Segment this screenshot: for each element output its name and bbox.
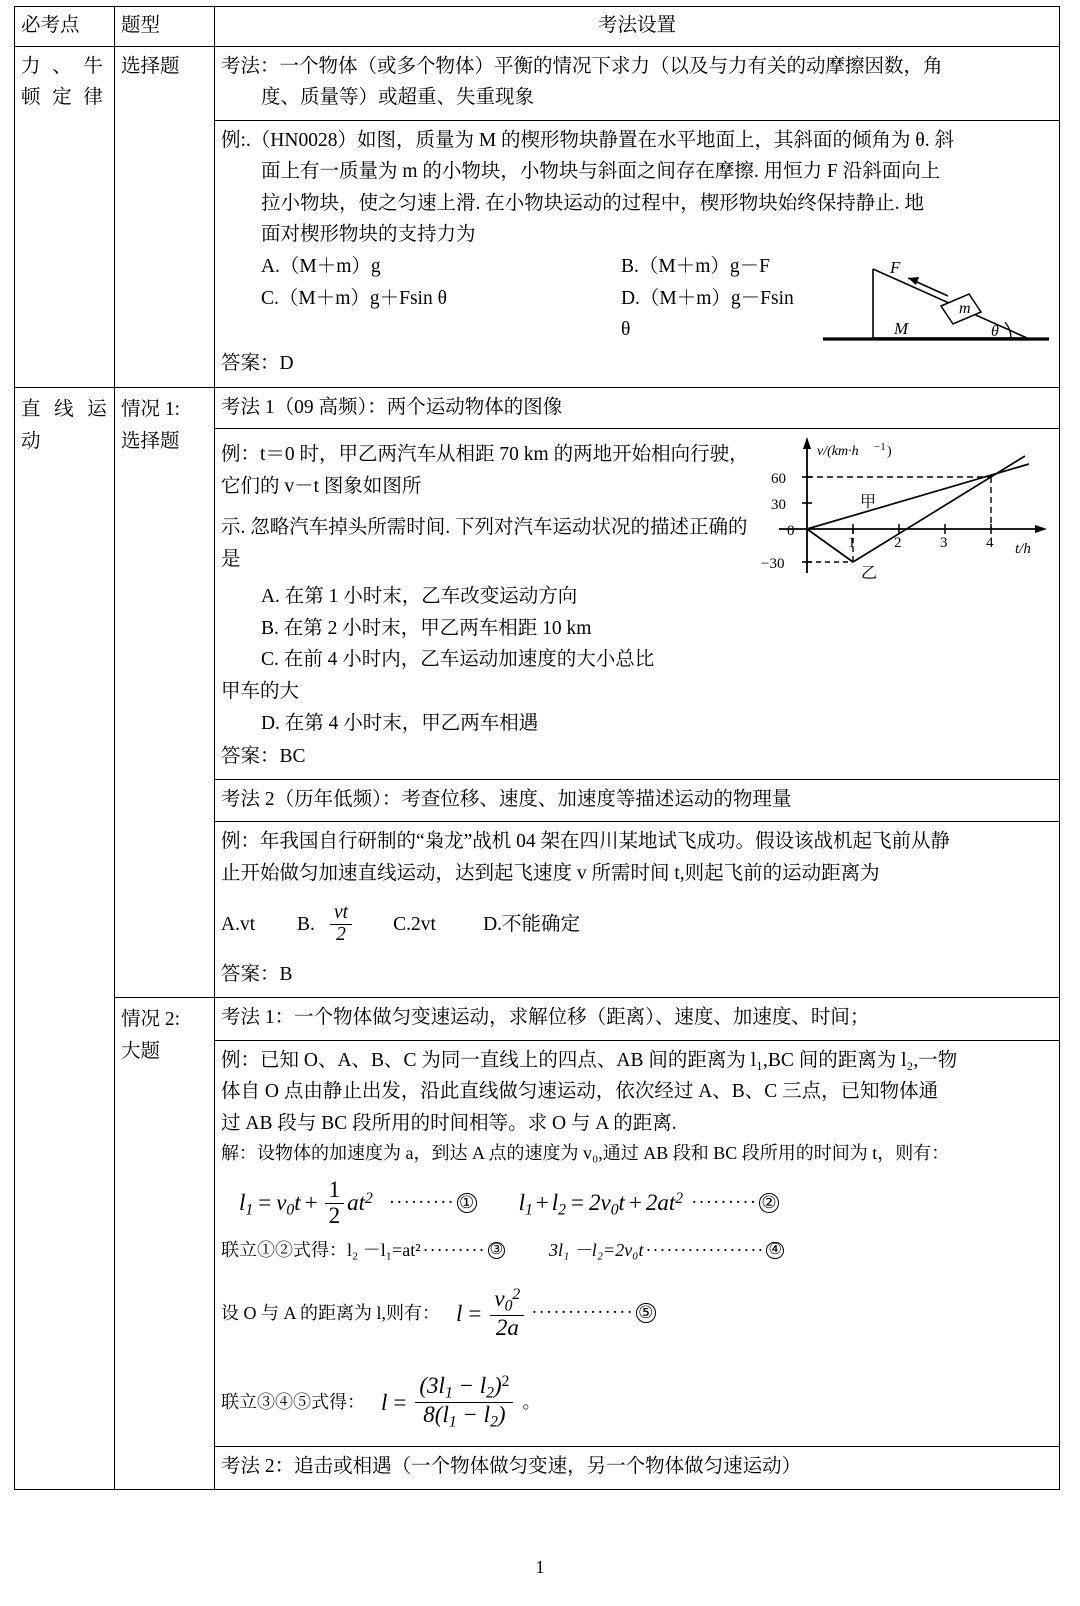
equation-row-3 [221,1287,1053,1340]
svg-text:3: 3 [940,534,948,551]
eq3-text: 联立①②式得：l₂ －l₁=at² [221,1239,421,1260]
s2-kaofa1-example-block [215,1040,1059,1447]
kaofa1-option-D: D. 在第 4 小时末，甲乙两车相遇 [260,712,539,734]
eq1-number: ① [457,1193,477,1213]
cell-type-situation-2 [115,997,215,1489]
s2-example-line-1: 例：已知 O、A、B、C 为同一直线上的四点、AB 间的距离为 l₁,BC 间的距离为 l₂,一物 [221,1049,958,1071]
s2-example-line-3: 过 AB 段与 BC 段所用的时间相等。求 O 与 A 的距离. [221,1112,677,1134]
s2-kaofa2-heading-cell [215,1447,1059,1489]
example-line-4: 面对楔形物块的支持力为 [260,224,476,246]
cell-method-situation-1 [215,388,1060,998]
equation-row-1 [221,1178,1053,1227]
svg-text:−1: −1 [874,440,886,453]
cell-type-choice [115,46,215,388]
table-row [15,46,1060,388]
options-row-2 [221,283,805,346]
method-subtable-situation-1 [215,388,1059,997]
option-D: D.（M＋m）g－Fsin θ [620,287,794,341]
kaofa1-option-B: B. 在第 2 小时末，甲乙两车相距 10 km [260,617,592,639]
eq2-plus: + [535,1190,549,1216]
header-label-topic: 必考点 [21,15,80,36]
svg-text:2: 2 [894,534,902,551]
eq1-equals: = [258,1190,272,1216]
svg-text:): ) [887,443,892,459]
svg-text:θ: θ [991,323,999,341]
svg-text:4: 4 [986,534,994,551]
example-block [215,120,1059,387]
eq3-number: ③ [488,1242,505,1259]
eq6-lhs: l [381,1389,388,1415]
kaofa2-option-D: D.不能确定 [483,913,581,935]
knowledge-table [14,6,1060,1490]
equation-row-2 [221,1236,1053,1265]
method-subtable-force [215,47,1059,388]
options-row-1 [221,251,805,283]
eq1-half-fraction [325,1178,345,1227]
eq2-plus2: + [628,1190,642,1216]
svg-text:30: 30 [771,496,786,513]
eq5-fraction [490,1287,524,1340]
svg-text:1: 1 [848,534,856,551]
kaofa2-example-cell [215,822,1059,997]
s2-kaofa1-heading: 考法 1：一个物体做匀变速运动，求解位移（距离）、速度、加速度、时间； [221,1006,870,1028]
eq1-denominator: 2 [325,1203,345,1228]
equation-row-4 [221,1374,1053,1431]
kaofa-text-cell [215,47,1059,121]
eq1-at2: $at^2$ [347,1190,373,1216]
eq4-number: ④ [766,1242,783,1259]
svg-text:甲: 甲 [860,493,877,511]
header-label-type: 题型 [121,15,161,36]
situation-2-line-2: 大题 [121,1040,161,1062]
kaofa2-example-block [215,822,1059,997]
kaofa1-option-A: A. 在第 1 小时末，乙车改变运动方向 [260,586,578,608]
eq2-dots: ········· [691,1191,758,1213]
svg-text:−30: −30 [761,555,785,572]
s2-kaofa1-heading-block [215,998,1059,1040]
example-line-3: 拉小物块，使之匀速上滑. 在小物块运动的过程中，楔形物块始终保持静止. 地 [260,192,924,214]
kaofa-block [215,47,1059,121]
option-A: A.（M＋m）g [260,256,381,278]
type-label-choice: 选择题 [121,55,180,77]
example-text-cell [215,120,1059,387]
topic-label-linear-motion: 直 线 运 动 [21,399,107,452]
svg-text:M: M [894,319,909,339]
eq1-dots: ········· [388,1191,455,1213]
eq5-denominator: 2a [490,1315,524,1340]
kaofa1-option-C: C. 在前 4 小时内，乙车运动加速度的大小总比 [260,649,655,671]
header-label-method: 考法设置 [597,15,676,36]
topic-label-force: 力 、 牛顿定律 [21,55,103,109]
eq5-dots: ·············· [531,1301,634,1323]
eq2-l2: $l_2$ [551,1189,566,1219]
kaofa2-answer: 答案：B [221,964,293,986]
eq6-equals: = [393,1389,407,1415]
example-line-1: 例:.（HN0028）如图，质量为 M 的楔形物块静置在水平地面上，其斜面的倾角为 θ. 斜 [221,129,955,151]
eq5-equals: = [468,1300,482,1326]
eq2-equals: = [570,1190,584,1216]
cell-method-force [215,46,1060,388]
kaofa2-option-B-prefix: B. [297,913,315,935]
s2-kaofa1-heading-cell [215,998,1059,1040]
cell-method-situation-2 [215,997,1060,1489]
kaofa1-example-cell [215,428,1059,779]
method-subtable-situation-2 [215,998,1059,1489]
eq3-dots: ········· [422,1239,486,1260]
eq2-2at2: $2at^2$ [645,1190,684,1216]
svg-text:60: 60 [771,470,786,487]
kaofa2-example-line-1: 例：年我国自行研制的“枭龙”战机 04 架在四川某地试飞成功。假设该战机起飞前从静 [221,831,951,853]
eq6-suffix: 。 [522,1391,541,1412]
kaofa2-heading-cell [215,779,1059,822]
kaofa1-example-line-2: 示. 忽略汽车掉头所需时间. 下列对汽车运动状况的描述正确的是 [221,517,748,570]
kaofa1-answer: 答案：BC [221,746,306,768]
eq6-fraction [415,1374,513,1431]
fraction-denominator: 2 [330,924,352,945]
fraction-numerator: vt [334,902,349,924]
s2-kaofa1-example-cell [215,1040,1059,1447]
kaofa1-example-line-1: 例：t＝0 时，甲乙两汽车从相距 70 km 的两地开始相向行驶，它们的 v－t 图象如图所 [221,443,749,497]
s2-kaofa2-heading: 考法 2：追击或相遇（一个物体做匀变速，另一个物体做匀速运动） [221,1456,802,1478]
kaofa2-example-line-2: 止开始做匀加速直线运动，达到起飞速度 v 所需时间 t,则起飞前的运动距离为 [221,862,880,884]
kaofa2-option-A: A.vt [221,913,256,935]
kaofa1-heading: 考法 1（09 高频）：两个运动物体的图像 [221,397,563,419]
eq5-number: ⑤ [636,1303,656,1323]
s2-kaofa2-heading-block [215,1447,1059,1489]
table-header-row [15,7,1060,47]
table-row [15,388,1060,998]
svg-text:t/h: t/h [1015,540,1031,557]
svg-text:0: 0 [787,522,795,539]
eq6-numerator: $(3l_1 - l_2)^2$ [419,1372,510,1402]
eq1-v0t: $v_0t$ [276,1189,301,1219]
option-B: B.（M＋m）g－F [620,256,770,278]
kaofa2-heading-block [215,779,1059,822]
table-row [15,997,1060,1489]
cell-type-situation-1 [115,388,215,998]
page-number: 1 [535,1557,545,1577]
situation-1-line-2: 选择题 [121,430,180,452]
eq1-plus: + [304,1190,318,1216]
svg-text:F: F [890,258,901,278]
eq1-lhs: $l_1$ [239,1189,254,1219]
eq5-prefix: 设 O 与 A 的距离为 l,则有： [221,1302,441,1323]
kaofa2-option-B-fraction [330,903,352,945]
answer-label: 答案：D [221,352,294,374]
cell-topic-force [15,46,115,388]
situation-2-line-1: 情况 2: [121,1008,181,1030]
svg-text:m: m [959,300,971,318]
eq6-prefix: 联立③④⑤式得： [221,1391,365,1412]
option-C: C.（M＋m）g＋Fsin θ [260,287,447,309]
eq2-number: ② [759,1193,779,1213]
s2-solution-line: 解：设物体的加速度为 a，到达 A 点的速度为 v₀,通过 AB 段和 BC 段所用的时间为 t，则有： [221,1143,950,1164]
eq5-lhs: l [456,1300,463,1326]
situation-1-line-1: 情况 1: [121,399,181,421]
kaofa1-example-block [215,428,1059,779]
eq4-text: 3l₁ －l₂=2v₀t [549,1239,644,1260]
eq1-numerator: 1 [328,1177,341,1203]
kaofa1-option-C-cont: 甲车的大 [221,680,300,702]
header-cell-topic [15,7,115,47]
eq5-numerator: $v_0^2$ [494,1285,521,1315]
eq2-l1: $l_1$ [518,1189,533,1219]
kaofa2-heading: 考法 2（历年低频）：考查位移、速度、加速度等描述运动的物理量 [221,788,792,810]
kaofa1-heading-block [215,388,1059,428]
svg-text:乙: 乙 [861,564,878,582]
cell-topic-linear-motion [15,388,115,1490]
header-cell-type [115,7,215,47]
eq4-dots: ················· [645,1239,765,1260]
kaofa2-options-row [221,903,1053,945]
eq6-denominator: $8(l_1 - l_2)$ [415,1402,513,1431]
header-cell-method [215,7,1060,47]
s2-example-line-2: 体自 O 点由静止出发，沿此直线做匀速运动，依次经过 A、B、C 三点，已知物体通 [221,1081,939,1103]
example-line-2: 面上有一质量为 m 的小物块，小物块与斜面之间存在摩擦. 用恒力 F 沿斜面向上 [260,161,941,183]
eq2-2v0t: $2v_0t$ [588,1189,625,1219]
velocity-time-graph-figure [757,433,1057,583]
wedge-inclined-plane-figure [815,251,1053,349]
kaofa-line-2: 度、质量等）或超重、失重现象 [260,87,534,109]
svg-text:v/(km·h: v/(km·h [817,443,859,459]
kaofa-line-1: 考法：一个物体（或多个物体）平衡的情况下求力（以及与力有关的动摩擦因数，角 [221,55,943,77]
kaofa2-option-C: C.2vt [393,913,436,935]
kaofa1-heading-cell [215,388,1059,428]
